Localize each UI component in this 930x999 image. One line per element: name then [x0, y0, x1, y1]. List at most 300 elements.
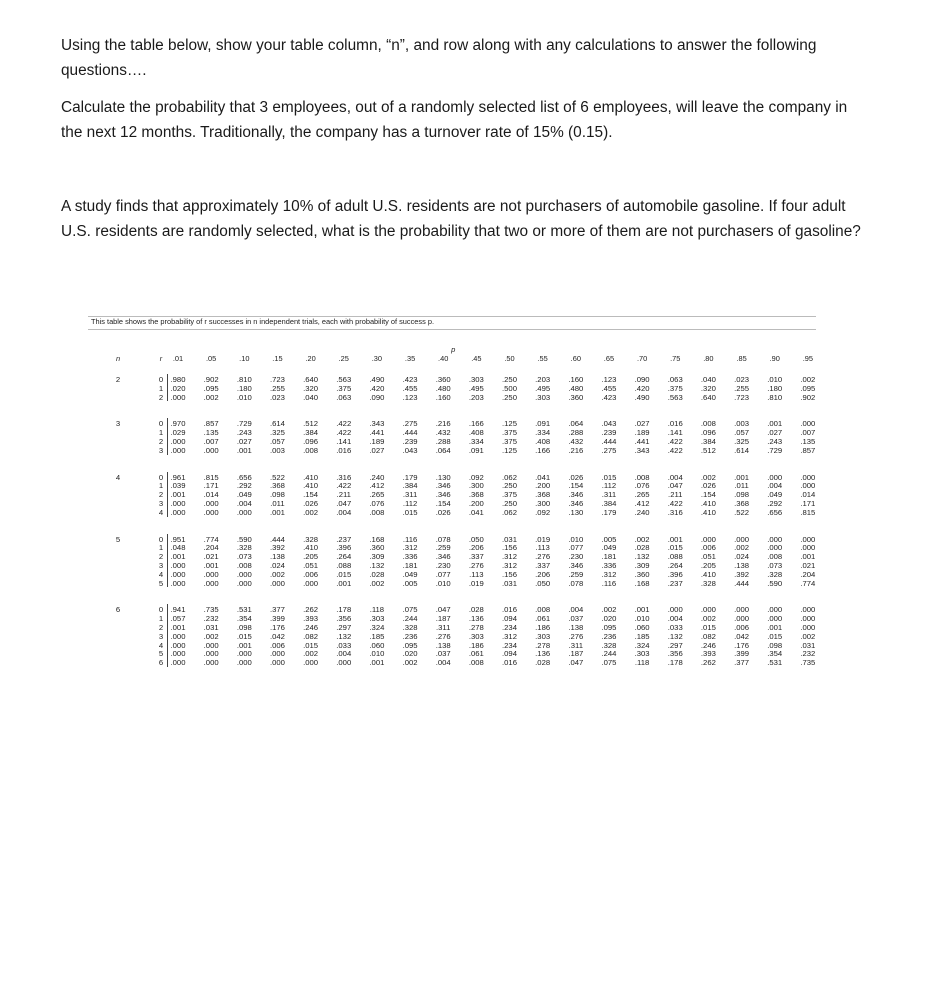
table-cell: .200: [468, 499, 484, 508]
table-cell: .015: [700, 623, 716, 632]
table-cell: .423: [402, 375, 418, 384]
table-cell: .312: [502, 631, 517, 641]
table-cell: .316: [336, 472, 352, 482]
table-cell: .810: [236, 375, 252, 384]
table-cell: .205: [700, 561, 716, 570]
table-cell: .002: [800, 631, 816, 641]
table-cell: .010: [236, 392, 252, 402]
table-cell: .444: [402, 428, 418, 438]
table-cell: .311: [435, 623, 451, 632]
table-cell: .640: [700, 392, 716, 402]
table-cell: .116: [402, 534, 418, 544]
r-value: 4: [158, 640, 164, 650]
table-cell: .000: [800, 543, 816, 553]
table-cell: .980: [170, 375, 186, 384]
table-cell: .377: [734, 658, 750, 668]
table-cell: .211: [668, 490, 683, 500]
table-cell: .001: [203, 561, 219, 570]
table-cell: .048: [170, 543, 186, 553]
table-cell: .337: [535, 561, 551, 570]
table-cell: .123: [601, 375, 617, 384]
table-cell: .015: [601, 472, 617, 482]
table-cell: .432: [568, 437, 584, 446]
table-cell: .000: [269, 649, 285, 659]
table-cell: .154: [568, 481, 584, 491]
table-cell: .043: [402, 445, 418, 455]
table-cell: .000: [269, 658, 285, 668]
table-cell: .060: [634, 623, 650, 632]
table-cell: .336: [402, 552, 418, 562]
table-cell: .001: [634, 605, 650, 615]
table-cell: .001: [336, 578, 352, 588]
table-cell: .441: [369, 428, 385, 438]
table-cell: .091: [535, 419, 551, 429]
table-cell: .098: [269, 490, 285, 500]
r-value: 0: [158, 375, 164, 384]
table-cell: .970: [170, 419, 186, 429]
table-cell: .328: [601, 640, 617, 650]
table-cell: .028: [634, 543, 650, 553]
table-cell: .002: [303, 649, 319, 659]
table-cell: .360: [435, 375, 451, 384]
table-cell: .019: [468, 578, 484, 588]
table-cell: .125: [502, 445, 517, 455]
table-cell: .255: [734, 383, 750, 393]
table-cell: .168: [634, 578, 650, 588]
table-cell: .001: [236, 640, 252, 650]
table-cell: .455: [402, 383, 418, 393]
n-value-3: 3: [115, 419, 121, 429]
table-cell: .000: [170, 392, 186, 402]
table-cell: .001: [667, 534, 683, 544]
table-cell: .008: [535, 605, 551, 615]
table-cell: .255: [269, 383, 285, 393]
table-cell: .026: [568, 472, 584, 482]
table-cell: .062: [502, 507, 517, 517]
table-cell: .015: [402, 507, 418, 517]
table-cell: .303: [468, 631, 484, 641]
r-value: 3: [158, 445, 164, 455]
table-cell: .237: [667, 578, 683, 588]
table-cell: .410: [303, 472, 319, 482]
table-top-rule: [88, 316, 816, 317]
table-cell: .211: [336, 490, 351, 500]
table-cell: .166: [535, 445, 551, 455]
table-cell: .512: [303, 419, 319, 429]
table-cell: .007: [203, 437, 219, 446]
table-cell: .063: [336, 392, 352, 402]
table-cell: .000: [203, 640, 219, 650]
table-cell: .262: [303, 605, 319, 615]
table-cell: .729: [236, 419, 252, 429]
group-divider-n6: [167, 604, 168, 667]
table-cell: .312: [502, 552, 517, 562]
table-cell: .037: [568, 614, 584, 624]
n-value-4: 4: [115, 472, 121, 482]
table-cell: .276: [435, 631, 451, 641]
table-cell: .043: [601, 419, 617, 429]
table-cell: .396: [336, 543, 352, 553]
table-cell: .531: [767, 658, 783, 668]
table-cell: .368: [269, 481, 285, 491]
table-cell: .230: [568, 552, 584, 562]
table-cell: .563: [336, 375, 352, 384]
table-cell: .232: [800, 649, 816, 659]
table-cell: .774: [203, 534, 219, 544]
table-cell: .384: [700, 437, 716, 446]
table-cell: .092: [535, 507, 551, 517]
table-cell: .001: [269, 507, 285, 517]
table-cell: .176: [269, 623, 285, 632]
table-cell: .000: [170, 561, 186, 570]
table-cell: .001: [767, 419, 783, 429]
table-cell: .000: [203, 578, 219, 588]
p-header-10: .10: [239, 354, 250, 363]
table-cell: .000: [767, 543, 783, 553]
table-cell: .186: [468, 640, 484, 650]
table-cell: .001: [170, 552, 186, 562]
table-cell: .047: [336, 499, 352, 508]
table-cell: .112: [601, 481, 617, 491]
table-cell: .011: [270, 499, 285, 508]
table-cell: .240: [634, 507, 650, 517]
p-header-65: .65: [603, 354, 615, 363]
table-cell: .325: [734, 437, 750, 446]
table-caption: This table shows the probability of r successes in n independent trials, each with probability of success p.: [91, 317, 435, 326]
table-cell: .480: [435, 383, 451, 393]
table-cell: .375: [502, 437, 517, 446]
table-cell: .384: [402, 481, 418, 491]
table-cell: .187: [435, 614, 451, 624]
table-cell: .292: [236, 481, 252, 491]
table-cell: .346: [435, 481, 451, 491]
table-cell: .346: [568, 499, 584, 508]
table-cell: .135: [203, 428, 219, 438]
table-cell: .000: [203, 569, 219, 579]
table-cell: .014: [800, 490, 816, 500]
table-cell: .061: [468, 649, 484, 659]
table-cell: .113: [469, 569, 484, 579]
table-cell: .082: [303, 631, 319, 641]
table-cell: .181: [601, 552, 617, 562]
table-cell: .000: [203, 499, 219, 508]
r-value: 1: [158, 614, 164, 624]
table-cell: .393: [700, 649, 716, 659]
table-cell: .016: [502, 658, 517, 668]
table-cell: .004: [667, 472, 683, 482]
table-cell: .392: [734, 569, 750, 579]
table-cell: .092: [468, 472, 484, 482]
table-cell: .360: [568, 392, 584, 402]
table-cell: .006: [303, 569, 319, 579]
table-cell: .002: [601, 605, 617, 615]
table-cell: .077: [435, 569, 451, 579]
p-header-45: .45: [471, 354, 482, 363]
table-cell: .003: [734, 419, 750, 429]
table-cell: .156: [502, 569, 517, 579]
table-cell: .902: [203, 375, 219, 384]
table-cell: .408: [468, 428, 484, 438]
table-cell: .346: [435, 552, 451, 562]
table-cell: .000: [667, 605, 683, 615]
table-cell: .343: [634, 445, 650, 455]
table-cell: .399: [269, 614, 285, 624]
table-cell: .000: [170, 631, 186, 641]
table-cell: .522: [734, 507, 750, 517]
table-cell: .951: [170, 534, 186, 544]
table-cell: .049: [236, 490, 252, 500]
table-cell: .265: [634, 490, 650, 500]
table-cell: .346: [568, 561, 584, 570]
table-cell: .051: [700, 552, 716, 562]
table-cell: .040: [303, 392, 319, 402]
table-cell: .244: [402, 614, 418, 624]
table-cell: .073: [236, 552, 252, 562]
table-cell: .185: [369, 631, 385, 641]
table-cell: .000: [203, 649, 219, 659]
table-cell: .125: [502, 419, 517, 429]
table-cell: .091: [468, 445, 484, 455]
table-cell: .412: [369, 481, 385, 491]
table-cell: .000: [170, 649, 186, 659]
table-cell: .181: [402, 561, 418, 570]
table-cell: .002: [369, 578, 385, 588]
table-cell: .614: [269, 419, 285, 429]
table-cell: .422: [667, 445, 683, 455]
r-value: 2: [158, 437, 164, 446]
table-cell: .275: [402, 419, 418, 429]
table-cell: .042: [734, 631, 750, 641]
table-cell: .008: [369, 507, 385, 517]
r-value: 3: [158, 561, 164, 570]
table-cell: .000: [734, 534, 750, 544]
p-header-40: .40: [438, 354, 449, 363]
table-cell: .230: [435, 561, 451, 570]
table-cell: .049: [767, 490, 783, 500]
table-cell: .444: [734, 578, 750, 588]
table-cell: .422: [336, 481, 352, 491]
table-cell: .815: [203, 472, 219, 482]
table-cell: .010: [369, 649, 385, 659]
binomial-probability-table: [88, 316, 816, 736]
table-cell: .334: [535, 428, 551, 438]
table-cell: .031: [502, 578, 517, 588]
table-cell: .098: [236, 623, 252, 632]
table-cell: .810: [767, 392, 783, 402]
table-cell: .000: [203, 658, 219, 668]
table-cell: .000: [236, 658, 252, 668]
table-cell: .031: [502, 534, 517, 544]
table-cell: .000: [800, 481, 816, 491]
table-cell: .014: [203, 490, 219, 500]
r-value: 1: [158, 428, 164, 438]
table-cell: .002: [203, 631, 219, 641]
table-cell: .300: [468, 481, 484, 491]
table-cell: .444: [601, 437, 617, 446]
table-cell: .377: [269, 605, 285, 615]
table-cell: .001: [369, 658, 385, 668]
table-cell: .563: [667, 392, 683, 402]
table-cell: .857: [203, 419, 219, 429]
table-cell: .002: [634, 534, 650, 544]
table-cell: .412: [634, 499, 650, 508]
table-cell: .410: [700, 569, 716, 579]
table-cell: .020: [170, 383, 186, 393]
p-header-35: .35: [404, 354, 416, 363]
table-cell: .203: [468, 392, 484, 402]
table-cell: .375: [336, 383, 352, 393]
table-cell: .368: [468, 490, 484, 500]
r-value: 6: [158, 658, 164, 668]
table-cell: .002: [269, 569, 285, 579]
table-cell: .410: [303, 481, 319, 491]
table-cell: .422: [336, 428, 352, 438]
table-cell: .057: [734, 428, 750, 438]
table-cell: .000: [767, 534, 783, 544]
table-cell: .005: [601, 534, 617, 544]
n-column-header: n: [115, 354, 121, 363]
table-cell: .334: [468, 437, 484, 446]
table-cell: .495: [468, 383, 484, 393]
table-cell: .002: [203, 392, 219, 402]
table-cell: .088: [667, 552, 683, 562]
table-cell: .384: [601, 499, 617, 508]
p-header-30: .30: [371, 354, 383, 363]
table-cell: .028: [535, 658, 551, 668]
table-cell: .042: [269, 631, 285, 641]
table-cell: .141: [336, 437, 352, 446]
table-cell: .185: [634, 631, 650, 641]
n-value-5: 5: [115, 534, 121, 544]
p-header-15: .15: [272, 354, 283, 363]
table-cell: .276: [468, 561, 484, 570]
p-header-20: .20: [305, 354, 316, 363]
table-cell: .360: [369, 543, 385, 553]
table-cell: .186: [535, 623, 551, 632]
table-cell: .275: [601, 445, 617, 455]
table-cell: .041: [468, 507, 484, 517]
table-cell: .303: [369, 614, 385, 624]
table-cell: .288: [568, 428, 584, 438]
table-cell: .002: [402, 658, 418, 668]
table-cell: .094: [502, 649, 517, 659]
table-cell: .297: [667, 640, 683, 650]
table-cell: .590: [767, 578, 783, 588]
r-value: 4: [158, 569, 164, 579]
question-employee-turnover: Calculate the probability that 3 employees, out of a randomly selected list of 6 employees, will leave the company in the next 12 months. Traditionally, the company has a turnover rate of 15% (0.15).: [61, 99, 848, 141]
r-value: 3: [158, 631, 164, 641]
table-cell: .050: [535, 578, 551, 588]
table-cell: .490: [634, 392, 650, 402]
table-cell: .031: [203, 623, 219, 632]
table-cell: .455: [601, 383, 617, 393]
table-cell: .033: [667, 623, 683, 632]
table-cell: .368: [734, 499, 750, 508]
table-cell: .356: [336, 614, 352, 624]
table-cell: .024: [734, 552, 750, 562]
table-cell: .422: [667, 499, 683, 508]
table-cell: .265: [369, 490, 385, 500]
table-cell: .422: [667, 437, 683, 446]
table-cell: .000: [800, 419, 816, 429]
table-cell: .028: [468, 605, 484, 615]
table-cell: .004: [568, 605, 584, 615]
table-cell: .112: [402, 499, 418, 508]
table-cell: .328: [402, 623, 418, 632]
table-cell: .410: [700, 499, 716, 508]
table-cell: .243: [767, 437, 783, 446]
table-cell: .309: [369, 552, 385, 562]
table-cell: .316: [667, 507, 683, 517]
table-cell: .336: [601, 561, 617, 570]
n-value-6: 6: [115, 605, 121, 615]
table-cell: .408: [535, 437, 551, 446]
table-cell: .077: [568, 543, 584, 553]
table-cell: .204: [203, 543, 219, 553]
table-cell: .000: [734, 614, 750, 624]
table-cell: .166: [468, 419, 484, 429]
table-cell: .000: [303, 578, 319, 588]
table-cell: .180: [236, 383, 252, 393]
table-cell: .136: [535, 649, 551, 659]
table-cell: .171: [203, 481, 219, 491]
table-cell: .276: [568, 631, 584, 641]
table-cell: .156: [502, 543, 517, 553]
r-value: 0: [158, 472, 164, 482]
r-value: 5: [158, 578, 164, 588]
r-value: 1: [158, 481, 164, 491]
table-cell: .324: [634, 640, 650, 650]
table-cell: .047: [568, 658, 584, 668]
table-cell: .000: [303, 658, 319, 668]
table-cell: .232: [203, 614, 219, 624]
table-cell: .031: [800, 640, 816, 650]
table-cell: .303: [535, 392, 551, 402]
table-cell: .244: [601, 649, 617, 659]
table-cell: .010: [634, 614, 650, 624]
table-cell: .410: [700, 507, 716, 517]
table-cell: .010: [435, 578, 451, 588]
table-cell: .495: [535, 383, 551, 393]
p-header-85: .85: [736, 354, 747, 363]
table-cell: .303: [535, 631, 551, 641]
table-cell: .008: [767, 552, 783, 562]
table-cell: .008: [700, 419, 716, 429]
table-cell: .000: [734, 605, 750, 615]
table-cell: .375: [502, 428, 517, 438]
table-cell: .000: [203, 507, 219, 517]
table-cell: .346: [435, 490, 451, 500]
table-cell: .000: [767, 605, 783, 615]
group-divider-n5: [167, 534, 168, 588]
table-cell: .000: [269, 578, 285, 588]
table-cell: .006: [734, 623, 750, 632]
table-cell: .016: [667, 419, 683, 429]
table-cell: .026: [700, 481, 716, 491]
table-cell: .049: [402, 569, 418, 579]
table-cell: .614: [734, 445, 750, 455]
table-cell: .138: [435, 640, 451, 650]
table-cell: .203: [535, 375, 551, 384]
table-cell: .138: [269, 552, 285, 562]
table-cell: .187: [568, 649, 584, 659]
table-cell: .082: [700, 631, 716, 641]
table-cell: .015: [236, 631, 252, 641]
table-cell: .020: [402, 649, 418, 659]
table-cell: .004: [336, 649, 352, 659]
r-value: 3: [158, 499, 164, 508]
table-cell: .178: [336, 605, 352, 615]
